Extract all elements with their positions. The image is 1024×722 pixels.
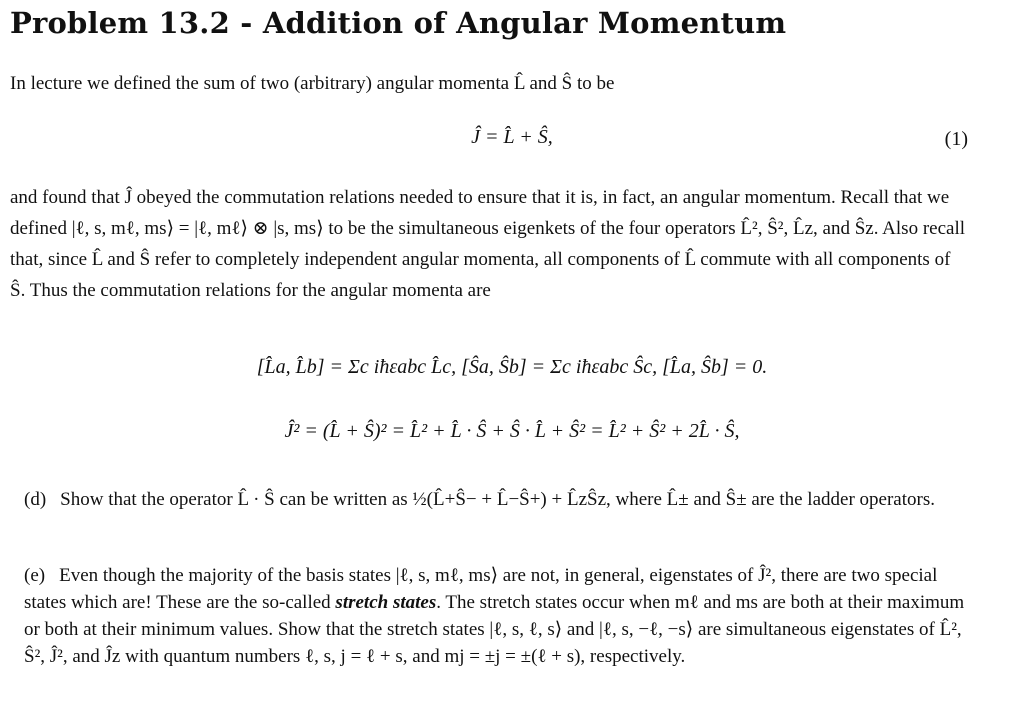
equation-commutators: [L̂a, L̂b] = Σc iħεabc L̂c, [Ŝa, Ŝb] = Σc iħεabc Ŝc, [L̂a, Ŝb] = 0. — [256, 356, 768, 378]
part-e-text-before: Even though the majority of the basis states |ℓ, s, mℓ, ms⟩ are not, in general, eigenstates of Ĵ², there are two special states which are! These are the so-called — [24, 565, 938, 613]
equation-j-squared: Ĵ² = (L̂ + Ŝ)² = L̂² + L̂ · Ŝ + Ŝ · L̂ + Ŝ² = L̂² + Ŝ² + 2L̂ · Ŝ, — [284, 420, 740, 442]
equation-1: Ĵ = L̂ + Ŝ, — [471, 126, 553, 148]
part-e — [24, 562, 984, 670]
part-e-label: (e) — [24, 565, 46, 586]
problem-title: Problem 13.2 - Addition of Angular Momentum — [10, 6, 787, 40]
stretch-states-emphasis: stretch states — [335, 592, 437, 613]
part-d-label: (d) — [24, 489, 47, 510]
part-d-text: Show that the operator L̂ · Ŝ can be written as ½(L̂+Ŝ− + L̂−Ŝ+) + L̂zŜz, where L̂± and Ŝ± are the ladder operators. — [60, 489, 935, 510]
part-e-text-after: . The stretch states occur when mℓ and ms are both at their maximum or both at their minimum values. Show that the stretch states |ℓ, s, ℓ, s⟩ and |ℓ, s, −ℓ, −s⟩ are simultaneous eigenstates of L̂², Ŝ², Ĵ², and Ĵz with quantum numbers ℓ, s, j = ℓ + s, and mj = ±j = ±(ℓ + s), respectively. — [24, 592, 965, 667]
part-d — [24, 486, 984, 513]
equation-1-number: (1) — [944, 128, 968, 150]
intro-paragraph: In lecture we defined the sum of two (arbitrary) angular momenta L̂ and Ŝ to be — [10, 73, 615, 94]
commutation-paragraph: and found that Ĵ obeyed the commutation relations needed to ensure that it is, in fact, an angular momentum. Recall that we defined |ℓ, s, mℓ, ms⟩ = |ℓ, mℓ⟩ ⊗ |s, ms⟩ to be the simultaneous eigenkets of the four operators L̂², Ŝ², L̂z, and Ŝz. Also recall that, since L̂ and Ŝ refer to completely independent angular momenta, all components of L̂ commute with all components of Ŝ. Thus the commutation relations for the angular momenta are — [10, 187, 966, 301]
